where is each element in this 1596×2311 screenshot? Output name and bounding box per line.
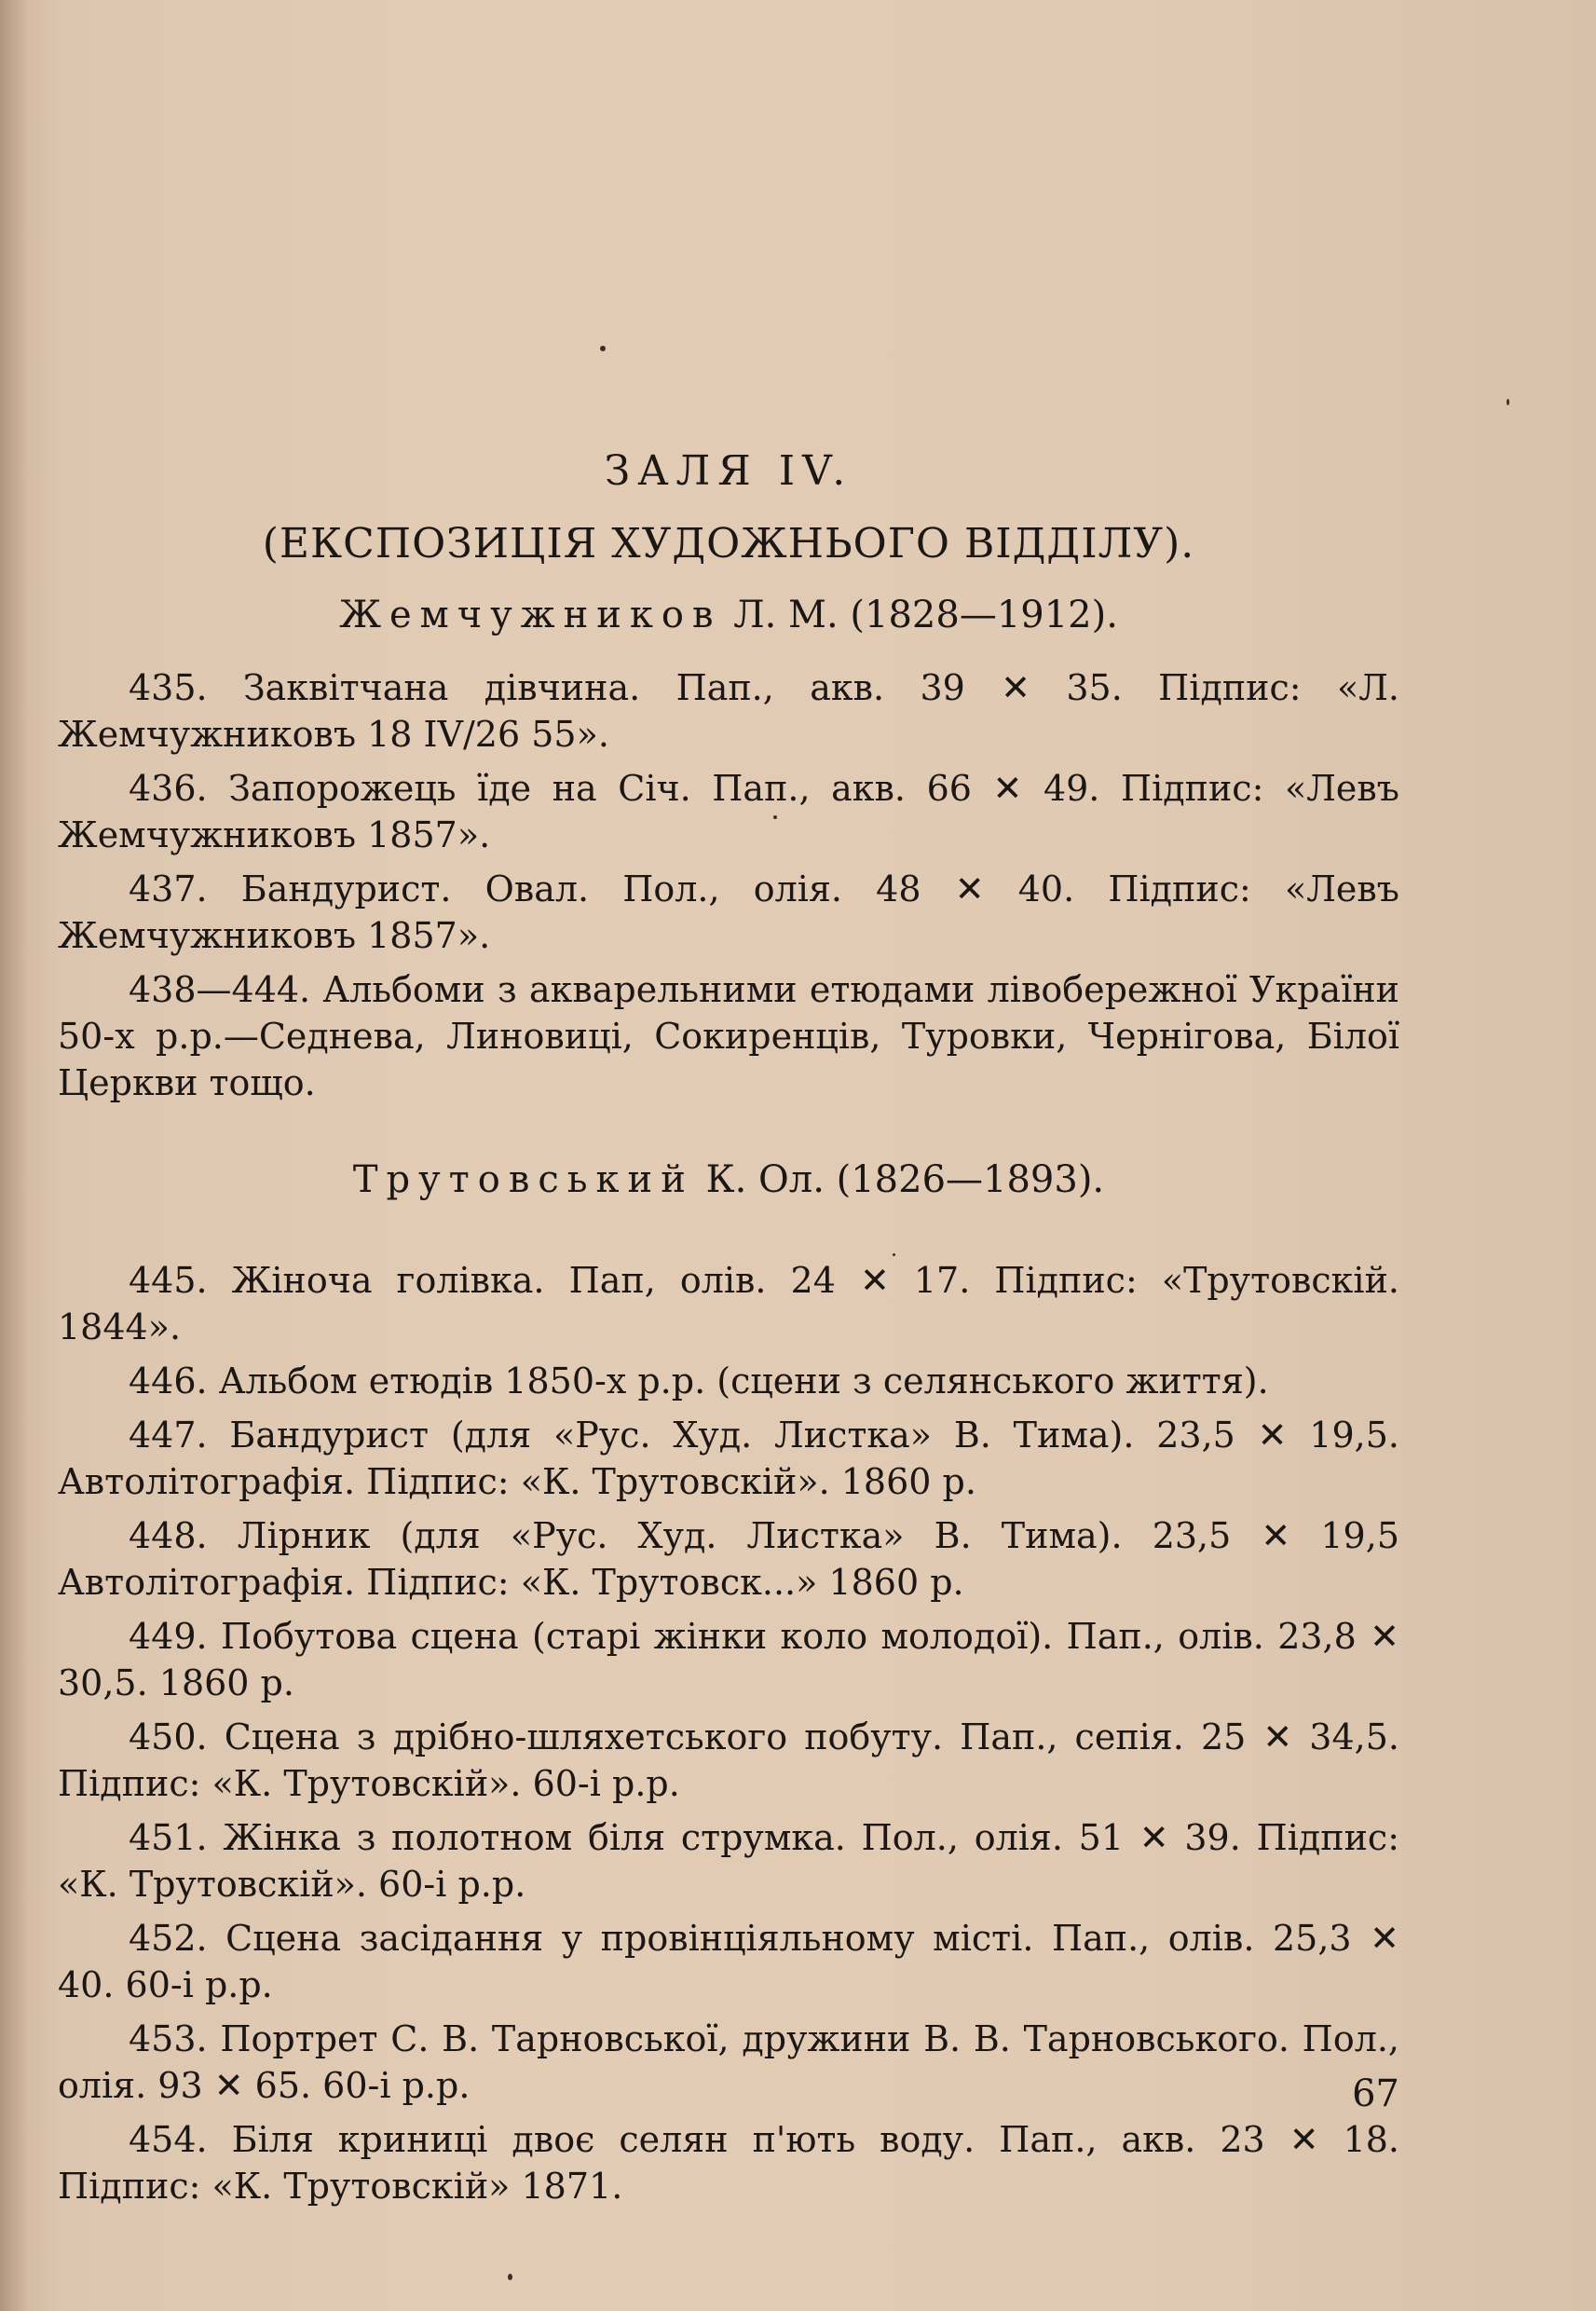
catalog-entry: 452. Сцена засідання у провінціяльному місті. Пап., олів. 25,3 ✕ 40. 60-і р.р. (58, 1918, 1399, 2005)
artist-heading (58, 1151, 1399, 1209)
artist-details: К. Ол. (1826—1893). (693, 1158, 1105, 1201)
page-content (58, 443, 1399, 2217)
page-spine-shadow (0, 0, 28, 2311)
paper-speck (600, 346, 606, 351)
catalog-entry: 447. Бандурист (для «Рус. Худ. Листка» В. Тима). 23,5 ✕ 19,5. Автолітографія. Підпис: «К. Трутовскій». 1860 р. (58, 1415, 1399, 1502)
catalog-entry: 448. Лірник (для «Рус. Худ. Листка» В. Тима). 23,5 ✕ 19,5 Автолітографія. Підпис: «К. Трутовск...» 1860 р. (58, 1515, 1399, 1603)
catalog-entry: 438—444. Альбоми з акварельними етюдами лівобережної України 50-х р.р.—Седнева, Линовиці, Сокиренців, Туровки, Чернігова, Білої Церкви тощо. (58, 969, 1399, 1103)
catalog-entry: 450. Сцена з дрібно-шляхетського побуту. Пап., сепія. 25 ✕ 34,5. Підпис: «К. Трутовскій». 60-і р.р. (58, 1716, 1399, 1804)
catalog-entry: 449. Побутова сцена (старі жінки коло молодої). Пап., олів. 23,8 ✕ 30,5. 1860 р. (58, 1616, 1399, 1703)
artist-heading (58, 586, 1399, 644)
catalog-entry: 435. Заквітчана дівчина. Пап., акв. 39 ✕ 35. Підпис: «Л. Жемчужниковъ 18 IV/26 55». (58, 667, 1399, 755)
catalog-entries (58, 1257, 1399, 2209)
catalog-entry: 454. Біля криниці двоє селян п'ють воду. Пап., акв. 23 ✕ 18. Підпис: «К. Трутовскій» 1871. (58, 2119, 1399, 2207)
hall-title: ЗАЛЯ IV. (604, 447, 853, 495)
catalog-entry: 453. Портрет С. В. Тарновської, дружини В. В. Тарновського. Пол., олія. 93 ✕ 65. 60-і р.р. (58, 2018, 1399, 2106)
catalog-entries (58, 664, 1399, 1106)
catalog-entry: 451. Жінка з полотном біля струмка. Пол., олія. 51 ✕ 39. Підпис: «К. Трутовскій». 60-і р.р. (58, 1817, 1399, 1905)
artist-name: Жемчужников (339, 594, 722, 636)
artist-name: Трутовський (352, 1158, 694, 1201)
hall-subtitle: (ЕКСПОЗИЦІЯ ХУДОЖНЬОГО ВІДДІЛУ). (262, 520, 1195, 567)
catalog-entry: 445. Жіноча голівка. Пап, олів. 24 ✕ 17. Підпис: «Трутовскій. 1844». (58, 1260, 1399, 1347)
paper-speck (1507, 399, 1509, 405)
artist-details: Л. М. (1828—1912). (721, 594, 1118, 636)
catalog-entry: 437. Бандурист. Овал. Пол., олія. 48 ✕ 40. Підпис: «Левъ Жемчужниковъ 1857». (58, 868, 1399, 956)
catalog-entry: 446. Альбом етюдів 1850-х р.р. (сцени з селянського життя). (129, 1361, 1269, 1402)
catalog-entry: 436. Запорожець їде на Січ. Пап., акв. 66 ✕ 49. Підпис: «Левъ Жемчужниковъ 1857». (58, 768, 1399, 855)
paper-speck (508, 2274, 512, 2280)
page-number: 67 (1352, 2072, 1399, 2115)
